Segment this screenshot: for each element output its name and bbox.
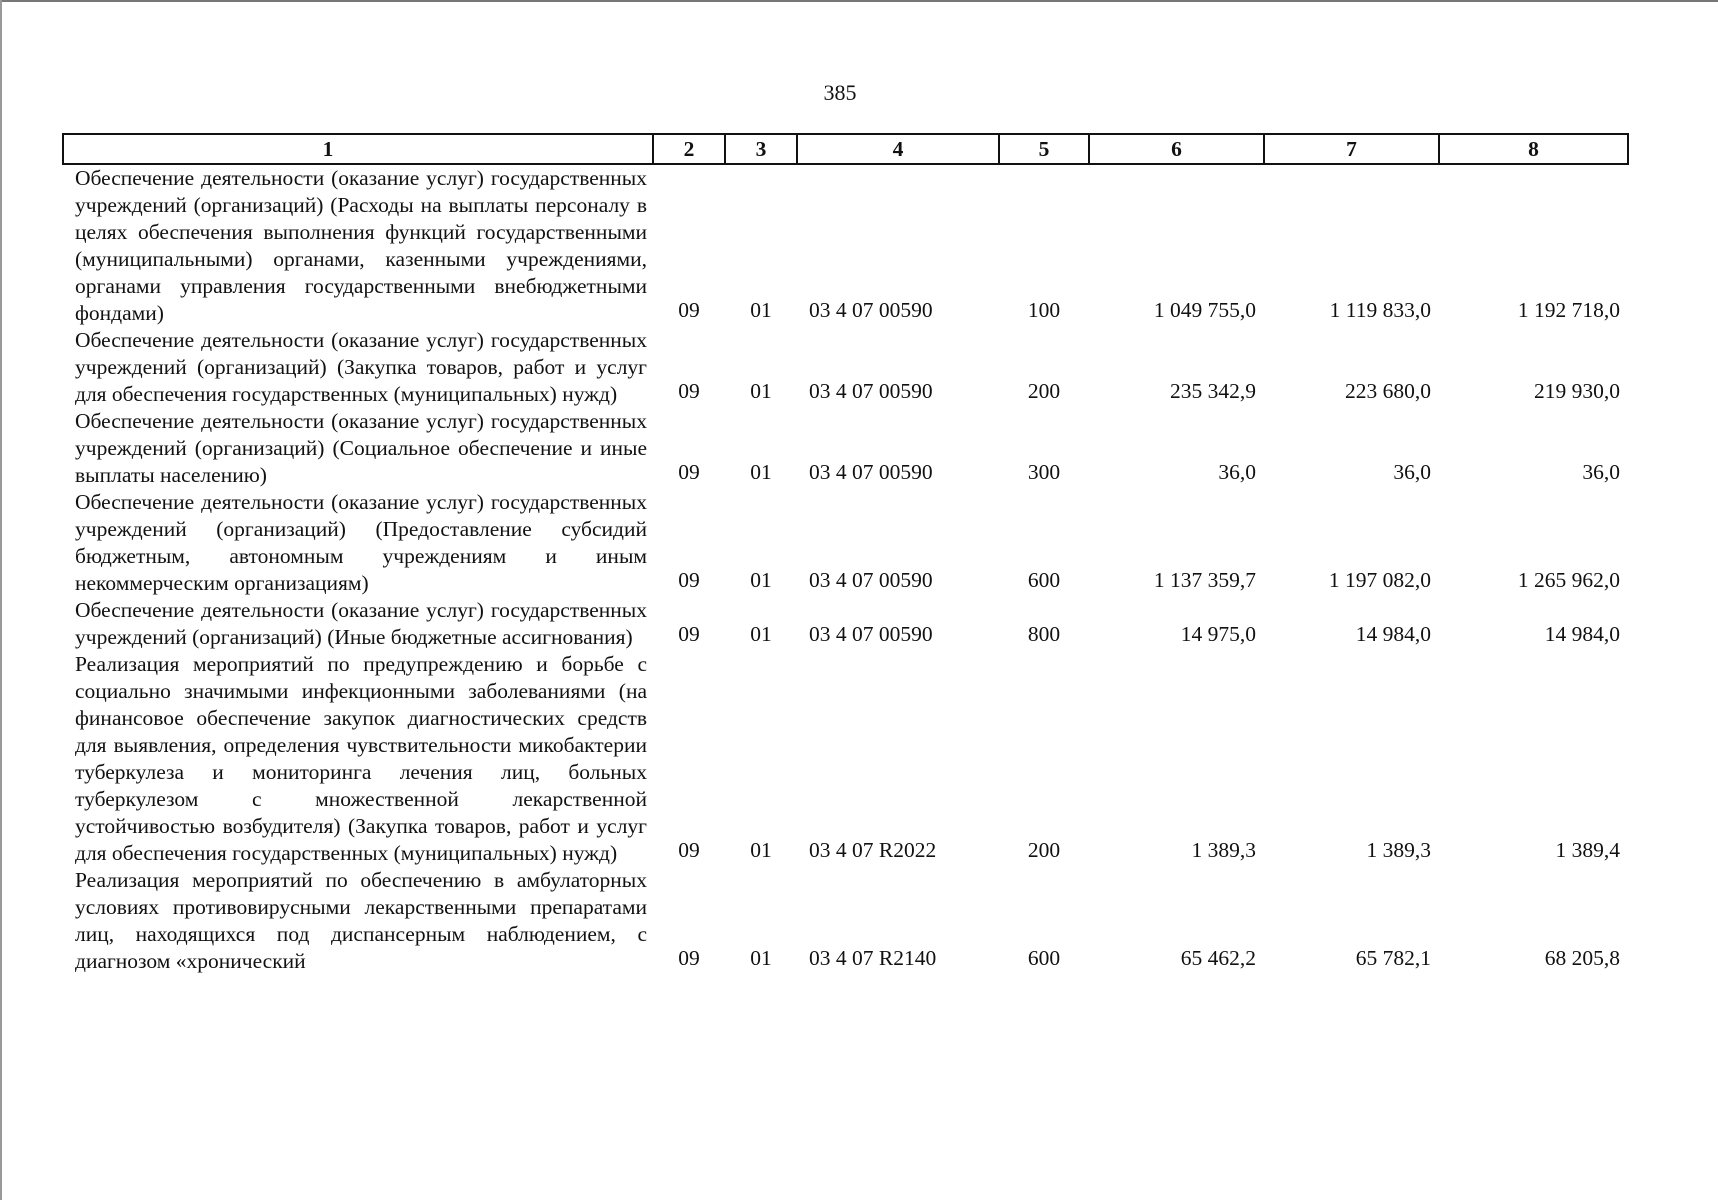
row-subsection: 01 bbox=[750, 622, 772, 646]
row-amount-2: 1 389,3 bbox=[1366, 838, 1431, 862]
row-description: Реализация мероприятий по предупреждению и борьбе с социально значимыми инфекционными заболеваниями (на финансовое обеспечение закупок диагностических средств для выявления, определения чувствительности микобактерии туберкулеза и мониторинга лечения лиц, больных туберкулезом с множественной лекарственной устойчивостью возбудителя) (Закупка товаров, работ и услуг для обеспечения государственных (муниципальных) нужд) bbox=[75, 652, 647, 865]
row-amount-3: 1 389,4 bbox=[1555, 838, 1620, 862]
row-description: Обеспечение деятельности (оказание услуг) государственных учреждений (организаций) (Расходы на выплаты персоналу в целях обеспечения выполнения функций государственными (муниципальными) органами, казенными учреждениями, органами управления государственными внебюджетными фондами) bbox=[75, 166, 647, 325]
table-row bbox=[63, 867, 1628, 975]
row-amount-1: 1 137 359,7 bbox=[1153, 568, 1256, 592]
budget-table bbox=[62, 133, 1629, 975]
table-row bbox=[63, 651, 1628, 867]
row-expense-type: 600 bbox=[1027, 946, 1061, 970]
row-target-article: 03 4 07 00590 bbox=[809, 460, 933, 484]
row-subsection: 01 bbox=[750, 298, 772, 322]
row-description: Обеспечение деятельности (оказание услуг) государственных учреждений (организаций) (Предоставление субсидий бюджетным, автономным учреждениям и иным некоммерческим организациям) bbox=[75, 490, 647, 595]
row-subsection: 01 bbox=[750, 460, 772, 484]
row-amount-2: 65 782,1 bbox=[1355, 946, 1431, 970]
row-target-article: 03 4 07 00590 bbox=[809, 568, 933, 592]
column-header-1: 1 bbox=[63, 134, 653, 164]
row-amount-2: 36,0 bbox=[1393, 460, 1431, 484]
row-amount-3: 1 265 962,0 bbox=[1517, 568, 1620, 592]
row-amount-1: 36,0 bbox=[1218, 460, 1256, 484]
row-subsection: 01 bbox=[750, 946, 772, 970]
row-amount-1: 1 049 755,0 bbox=[1153, 298, 1256, 322]
row-section: 09 bbox=[678, 622, 700, 646]
row-expense-type: 200 bbox=[1027, 838, 1061, 862]
row-description: Обеспечение деятельности (оказание услуг) государственных учреждений (организаций) (Закупка товаров, работ и услуг для обеспечения государственных (муниципальных) нужд) bbox=[75, 328, 647, 406]
row-section: 09 bbox=[678, 460, 700, 484]
row-expense-type: 600 bbox=[1027, 568, 1061, 592]
row-target-article: 03 4 07 00590 bbox=[809, 298, 933, 322]
row-target-article: 03 4 07 R2022 bbox=[809, 838, 937, 862]
column-header-3: 3 bbox=[725, 134, 797, 164]
row-amount-1: 14 975,0 bbox=[1180, 622, 1256, 646]
row-subsection: 01 bbox=[750, 379, 772, 403]
row-section: 09 bbox=[678, 298, 700, 322]
row-amount-1: 65 462,2 bbox=[1180, 946, 1256, 970]
row-subsection: 01 bbox=[750, 568, 772, 592]
row-expense-type: 200 bbox=[1027, 379, 1061, 403]
column-header-5: 5 bbox=[999, 134, 1089, 164]
row-description: Реализация мероприятий по обеспечению в амбулаторных условиях противовирусными лекарственными препаратами лиц, находящихся под диспансерным наблюдением, с диагнозом «хронический bbox=[75, 868, 647, 973]
row-expense-type: 300 bbox=[1027, 460, 1061, 484]
row-amount-3: 1 192 718,0 bbox=[1517, 298, 1620, 322]
page-top-edge bbox=[0, 0, 1718, 2]
row-target-article: 03 4 07 00590 bbox=[809, 379, 933, 403]
row-amount-2: 223 680,0 bbox=[1345, 379, 1431, 403]
row-description: Обеспечение деятельности (оказание услуг) государственных учреждений (организаций) (Социальное обеспечение и иные выплаты населению) bbox=[75, 409, 647, 487]
page-left-edge bbox=[0, 0, 2, 1200]
table-header bbox=[63, 134, 1628, 164]
row-section: 09 bbox=[678, 568, 700, 592]
column-header-4: 4 bbox=[797, 134, 999, 164]
table-row bbox=[63, 489, 1628, 597]
table-body bbox=[63, 164, 1628, 975]
page-number: 385 bbox=[823, 80, 857, 105]
row-amount-3: 68 205,8 bbox=[1544, 946, 1620, 970]
row-subsection: 01 bbox=[750, 838, 772, 862]
row-target-article: 03 4 07 00590 bbox=[809, 622, 933, 646]
row-amount-2: 14 984,0 bbox=[1355, 622, 1431, 646]
column-header-2: 2 bbox=[653, 134, 725, 164]
row-amount-2: 1 197 082,0 bbox=[1328, 568, 1431, 592]
table-row bbox=[63, 597, 1628, 651]
column-header-8: 8 bbox=[1439, 134, 1628, 164]
row-amount-3: 219 930,0 bbox=[1534, 379, 1620, 403]
row-expense-type: 800 bbox=[1027, 622, 1061, 646]
row-amount-3: 14 984,0 bbox=[1544, 622, 1620, 646]
table-row bbox=[63, 327, 1628, 408]
column-header-7: 7 bbox=[1264, 134, 1439, 164]
row-section: 09 bbox=[678, 838, 700, 862]
table-row bbox=[63, 164, 1628, 327]
row-section: 09 bbox=[678, 379, 700, 403]
row-amount-3: 36,0 bbox=[1582, 460, 1620, 484]
row-expense-type: 100 bbox=[1027, 298, 1061, 322]
table-row bbox=[63, 408, 1628, 489]
row-amount-1: 235 342,9 bbox=[1170, 379, 1256, 403]
row-amount-2: 1 119 833,0 bbox=[1329, 298, 1431, 322]
header-row bbox=[63, 134, 1628, 164]
row-target-article: 03 4 07 R2140 bbox=[809, 946, 937, 970]
row-amount-1: 1 389,3 bbox=[1191, 838, 1256, 862]
row-section: 09 bbox=[678, 946, 700, 970]
row-description: Обеспечение деятельности (оказание услуг) государственных учреждений (организаций) (Иные бюджетные ассигнования) bbox=[75, 598, 647, 649]
column-header-6: 6 bbox=[1089, 134, 1264, 164]
